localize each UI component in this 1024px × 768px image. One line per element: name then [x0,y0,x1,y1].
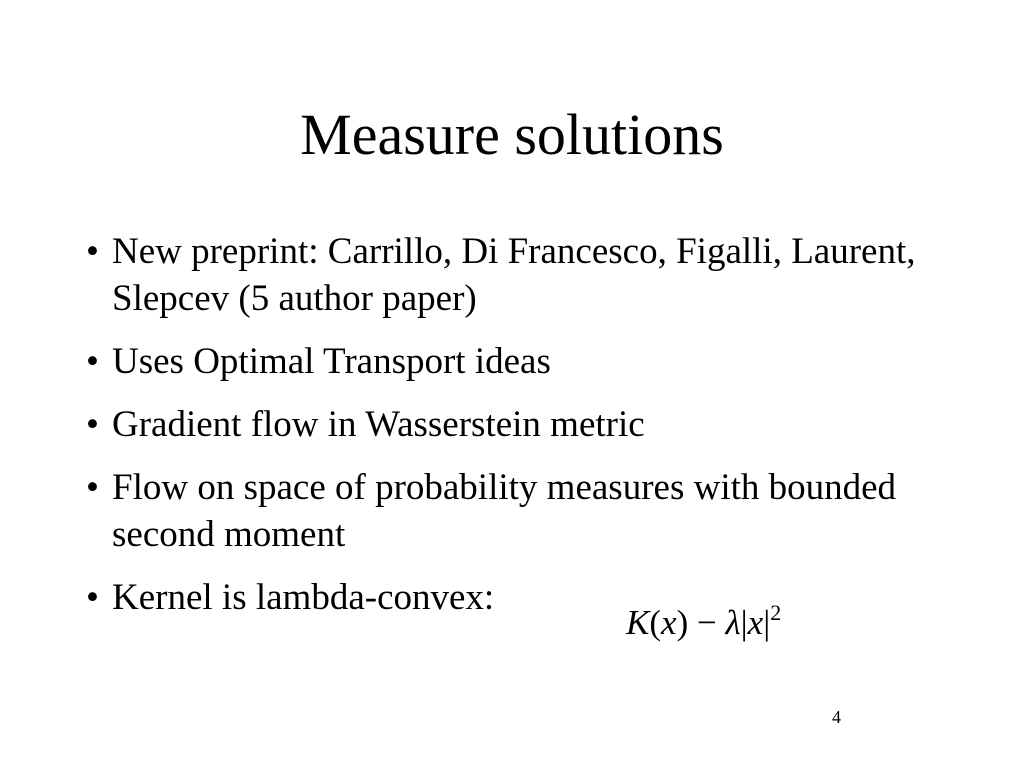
bullet-text: New preprint: Carrillo, Di Francesco, Figalli, Laurent, Slepcev (5 author paper) [112,231,916,319]
formula-x: x [661,603,677,642]
bullet-text: Uses Optimal Transport ideas [112,341,551,382]
slide-title: Measure solutions [300,102,724,167]
bullet-item [86,464,966,558]
kernel-formula [626,601,781,645]
bullet-marker: • [86,577,99,618]
bullet-item [86,338,966,385]
bullet-item [86,228,966,322]
bullet-text: Kernel is lambda-convex: [112,577,495,618]
bullet-list [86,228,966,637]
bullet-item [86,574,966,621]
page-number: 4 [832,707,841,727]
bullet-marker: • [86,404,99,445]
formula-lambda: λ [725,603,741,642]
bullet-text: Gradient flow in Wasserstein metric [112,404,645,445]
formula-minus: ) − [676,603,726,642]
formula-x-abs: x [747,603,764,642]
formula-exponent: 2 [770,600,782,625]
bullet-marker: • [86,231,99,272]
formula-abs-open: | [740,603,748,642]
bullet-marker: • [86,467,99,508]
formula-abs-close: | [763,603,771,642]
formula-open-paren: ( [649,603,662,642]
formula-k: K [626,603,650,642]
bullet-marker: • [86,341,99,382]
bullet-text: Flow on space of probability measures with bounded second moment [112,467,897,555]
bullet-item [86,401,966,448]
